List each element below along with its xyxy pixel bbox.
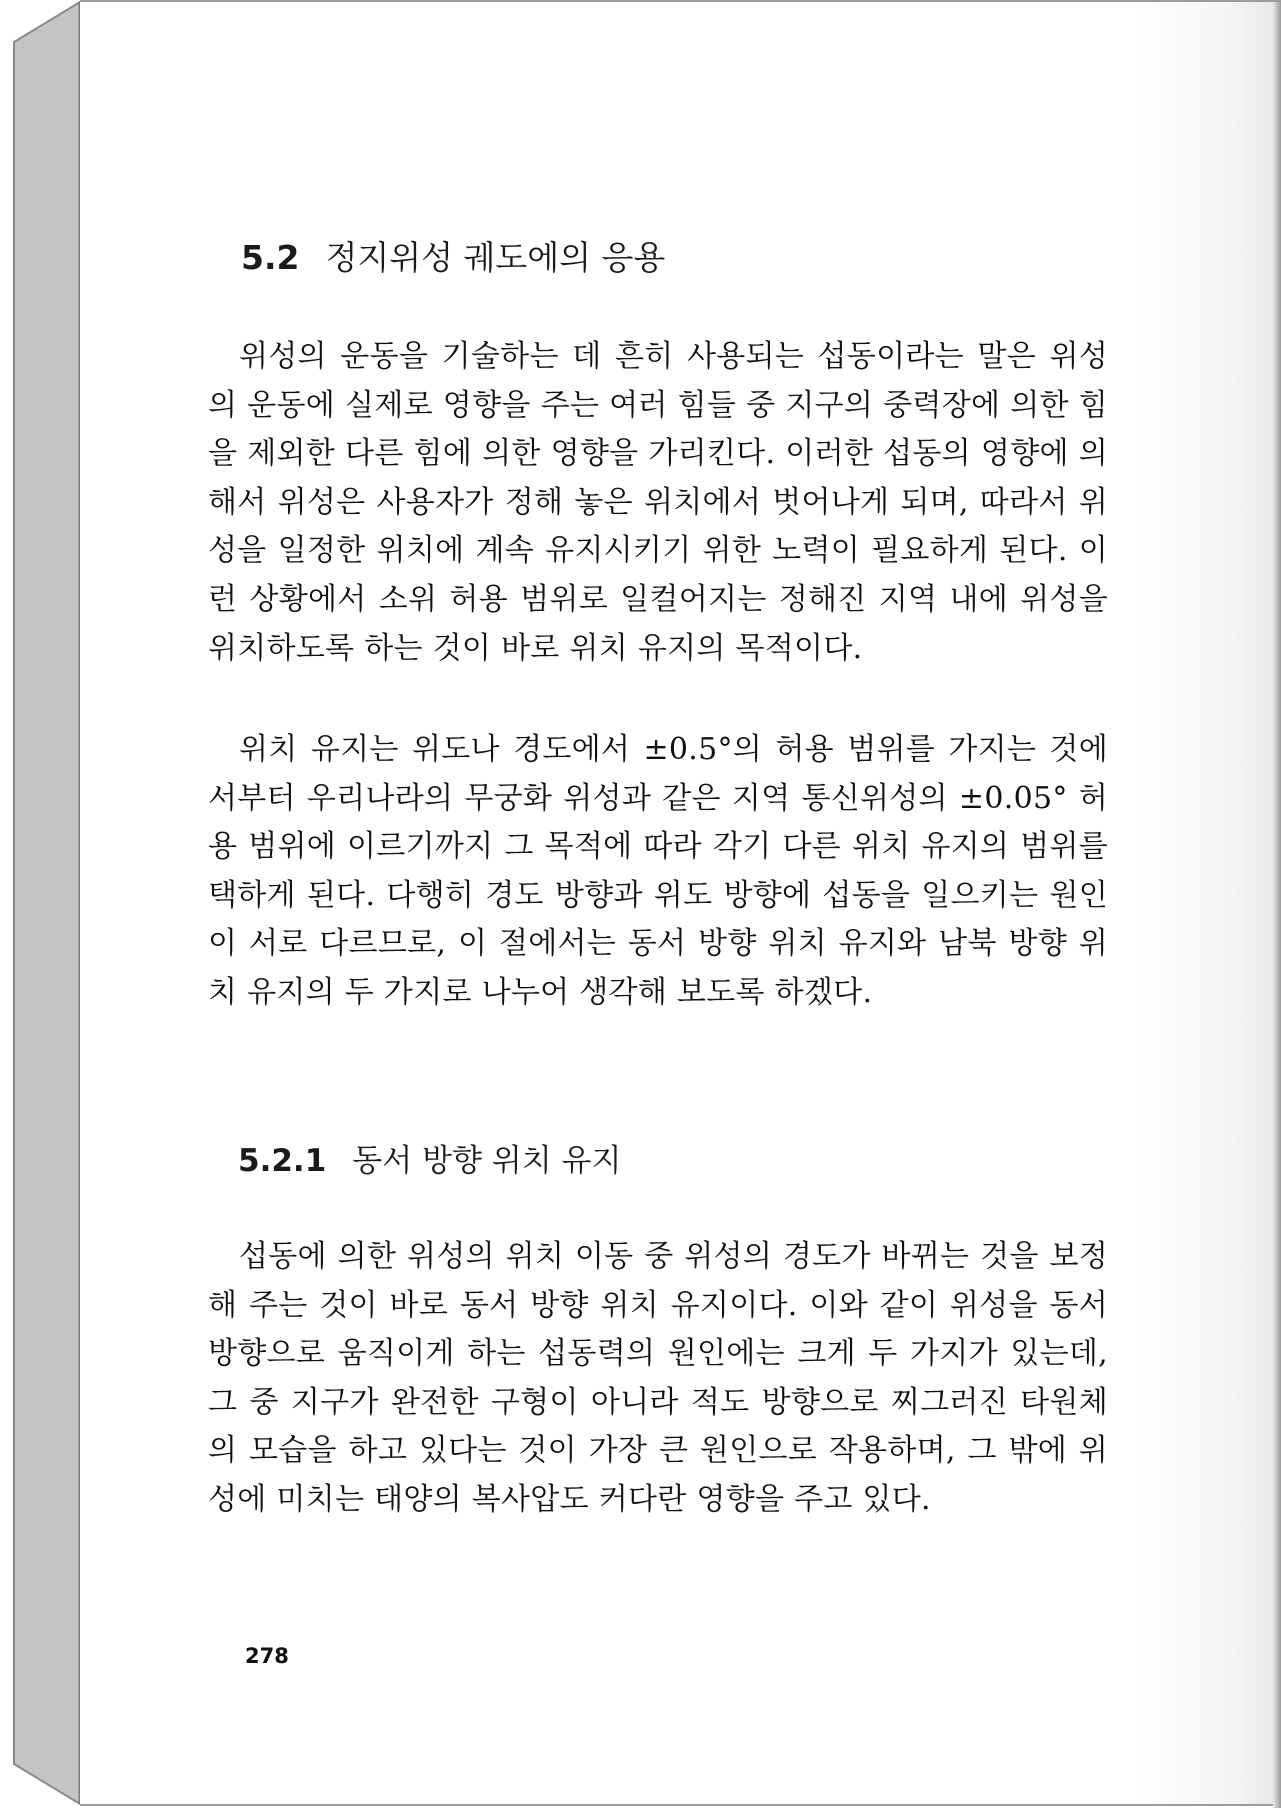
subsection-title: 동서 방향 위치 유지 xyxy=(352,1143,622,1179)
page-edge xyxy=(1273,2,1281,1808)
body-paragraph: 위치 유지는 위도나 경도에서 ±0.5°의 허용 범위를 가지는 것에서부터 우리나라의 무궁화 위성과 같은 지역 통신위성의 ±0.05° 허용 범위에 이르기까지 그 목적에 따라 각기 다른 위치 유지의 범위를 택하게 된다. 다행히 경도 방향과 위도 방향에 섭동을 일으키는 원인이 서로 다르므로, 이 절에서는 동서 방향 위치 유지와 남북 방향 위치 유지의 두 가지로 나누어 생각해 보도록 하겠다. xyxy=(208,732,1108,1010)
page-number: 278 xyxy=(245,1644,289,1668)
subsection-heading xyxy=(238,1135,621,1180)
body-paragraph: 위성의 운동을 기술하는 데 흔히 사용되는 섭동이라는 말은 위성의 운동에 실제로 영향을 주는 여러 힘들 중 지구의 중력장에 의한 힘을 제외한 다른 힘에 의한 영향을 가리킨다. 이러한 섭동의 영향에 의해서 위성은 사용자가 정해 놓은 위치에서 벗어나게 되며, 따라서 위성을 일정한 위치에 계속 유지시키기 위한 노력이 필요하게 된다. 이런 상황에서 소위 허용 범위로 일컬어지는 정해진 지역 내에 위성을 위치하도록 하는 것이 바로 위치 유지의 목적이다. xyxy=(208,339,1108,666)
section-number: 5.2 xyxy=(241,238,300,277)
body-paragraph: 섭동에 의한 위성의 위치 이동 중 위성의 경도가 바뀌는 것을 보정해 주는 것이 바로 동서 방향 위치 유지이다. 이와 같이 위성을 동서 방향으로 움직이게 하는 섭동력의 원인에는 크게 두 가지가 있는데, 그 중 지구가 완전한 구형이 아니라 적도 방향으로 찌그러진 타원체의 모습을 하고 있다는 것이 가장 큰 원인으로 작용하며, 그 밖에 위성에 미치는 태양의 복사압도 커다란 영향을 주고 있다. xyxy=(208,1239,1108,1517)
book-spine xyxy=(0,0,84,1806)
section-heading xyxy=(241,232,665,279)
subsection-number: 5.2.1 xyxy=(238,1143,327,1179)
section-title: 정지위성 궤도에의 응용 xyxy=(325,238,666,277)
